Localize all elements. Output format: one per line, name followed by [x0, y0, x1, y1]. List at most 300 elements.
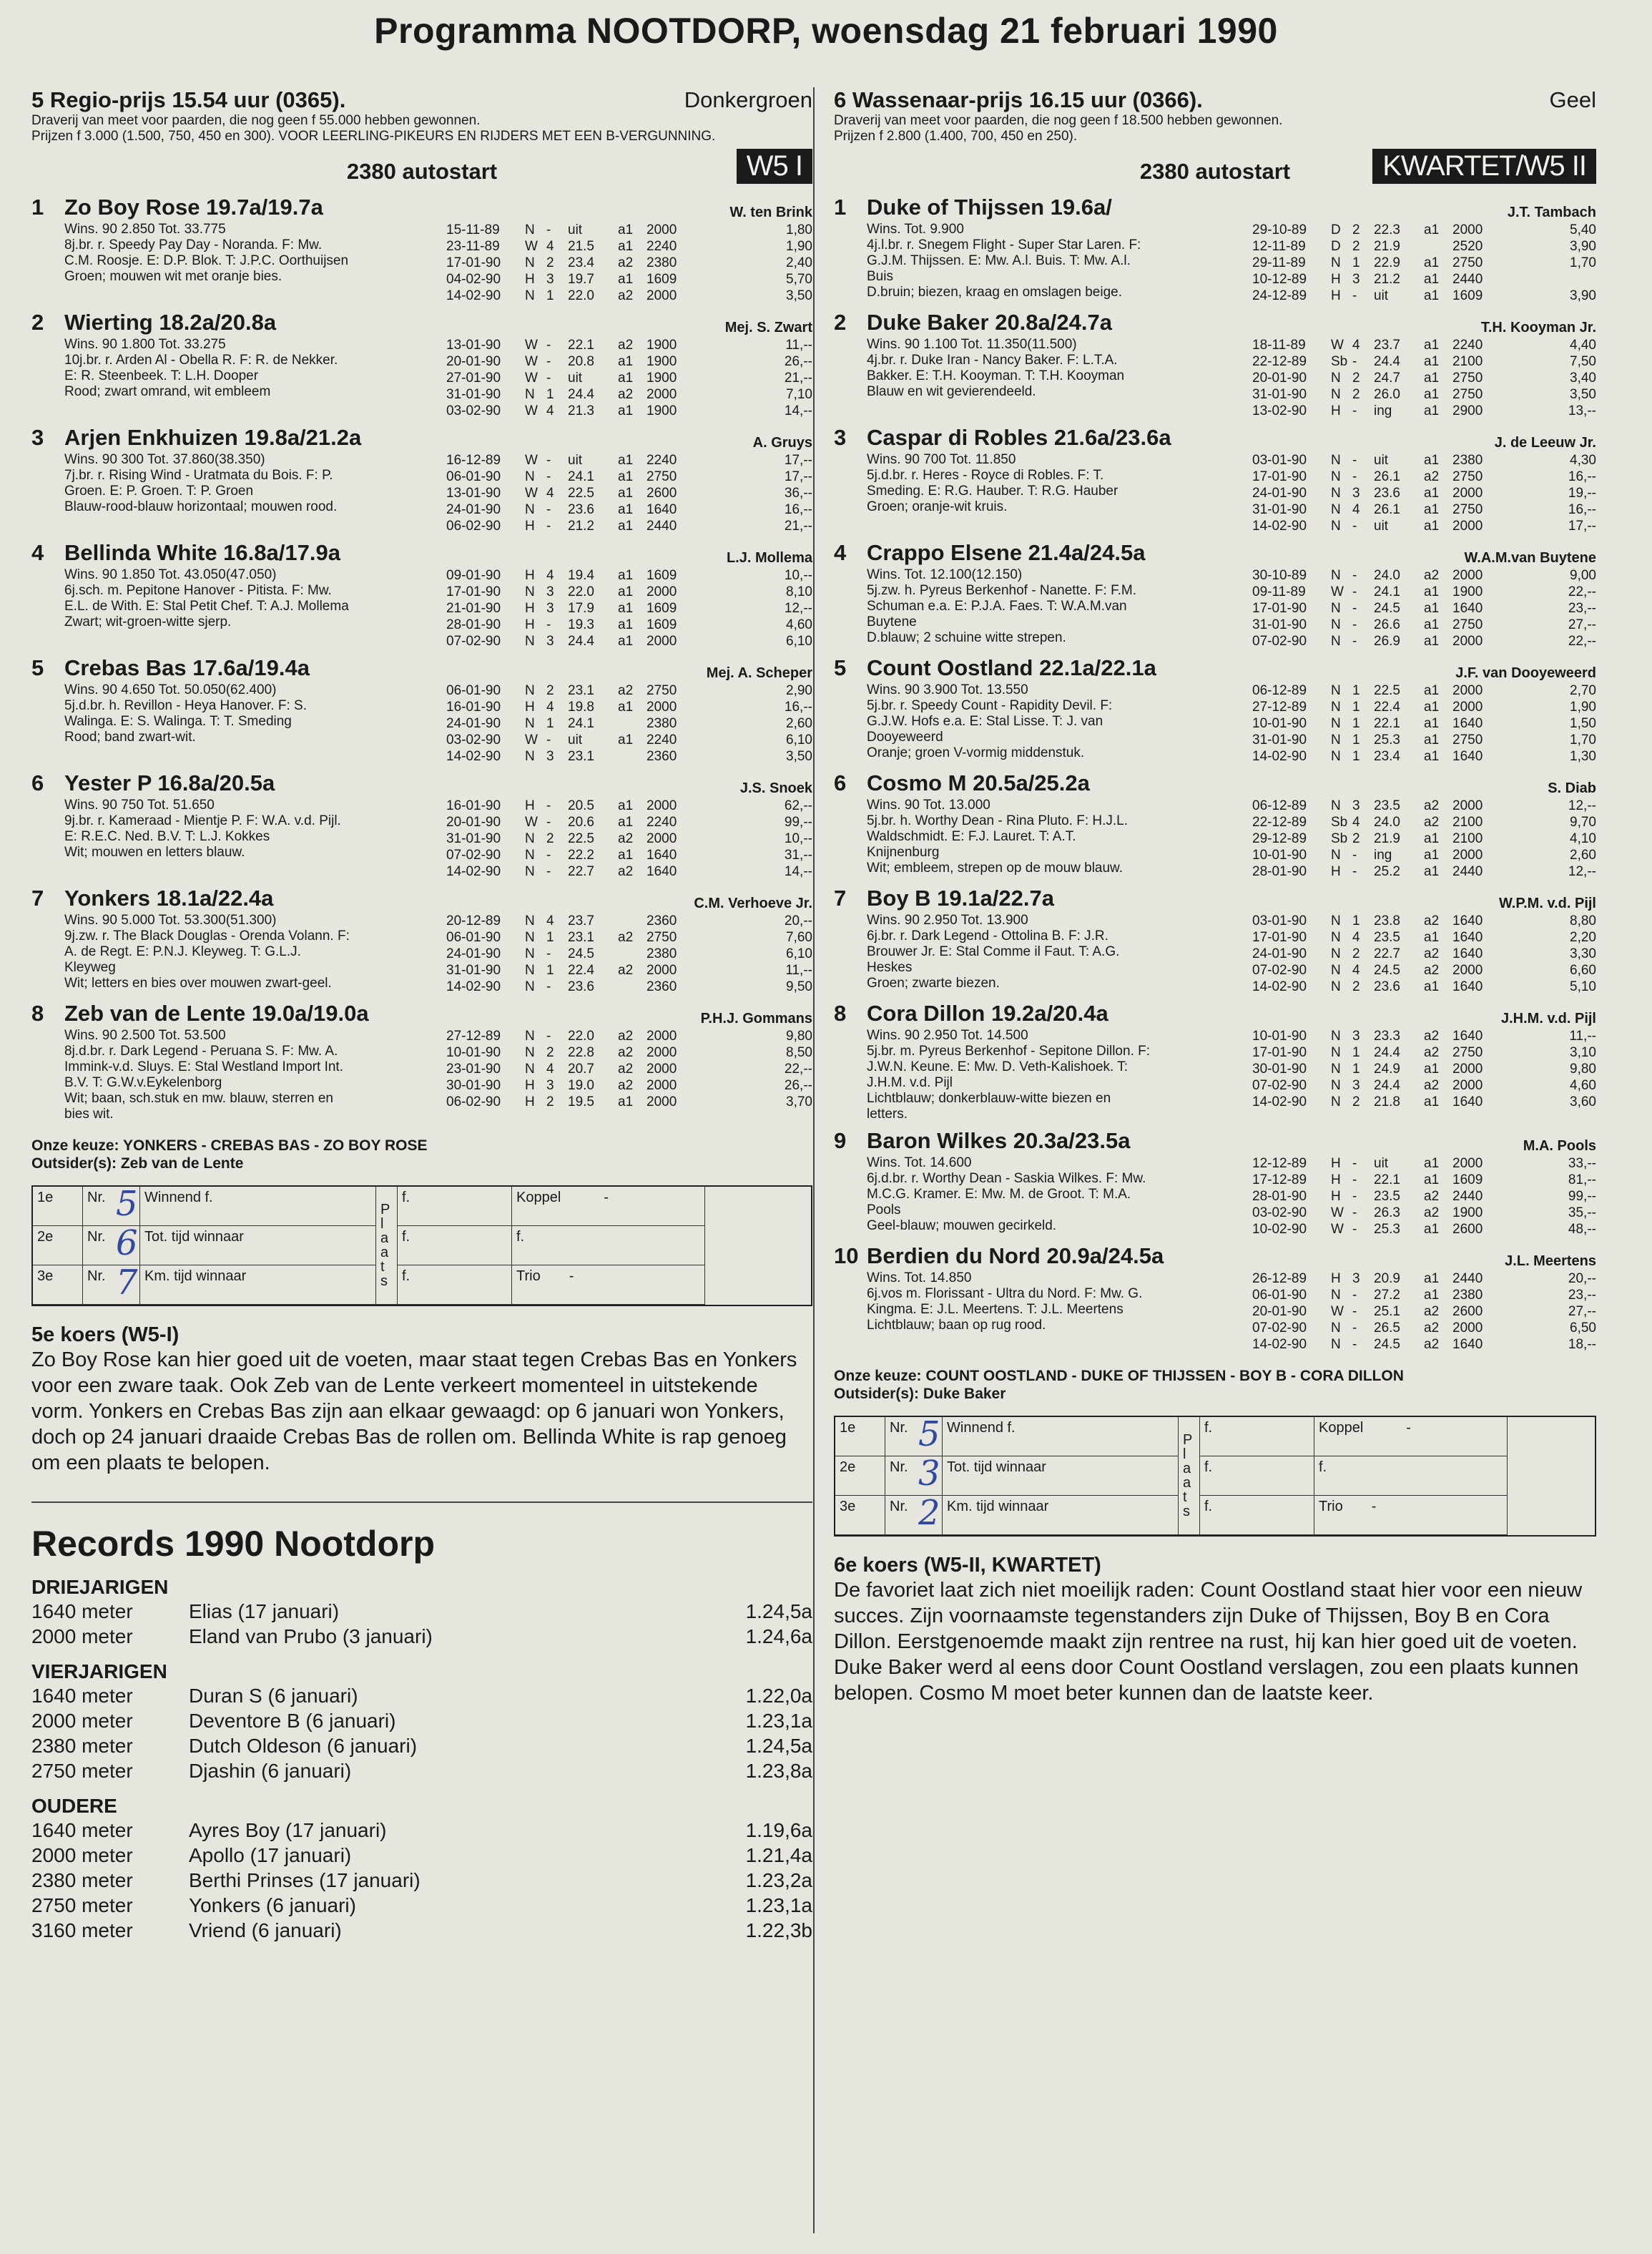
form-cell: 3 — [546, 634, 554, 649]
horse-info-line: Wit; mouwen en letters blauw. — [64, 845, 245, 860]
form-cell: 27,-- — [1568, 617, 1596, 632]
horse-info-line: Wins. 90 2.850 Tot. 33.775 — [64, 222, 226, 237]
horse-number: 2 — [834, 310, 847, 335]
form-cell: 4 — [546, 239, 554, 254]
form-cell: a2 — [1424, 815, 1440, 830]
choice-line: Onze keuze: COUNT OOSTLAND - DUKE OF THIJSSEN - BOY B - CORA DILLON — [834, 1368, 1404, 1384]
form-cell: 7,60 — [786, 930, 812, 945]
record-cell: 1.23,1a — [745, 1894, 812, 1916]
form-cell: 03-02-90 — [446, 403, 501, 418]
form-cell: 4 — [1352, 502, 1360, 517]
form-cell: 2380 — [646, 716, 677, 731]
form-cell: 14-02-90 — [446, 288, 501, 303]
grid-nr — [885, 1456, 943, 1496]
form-cell: 4 — [1352, 963, 1360, 978]
grid-extra — [512, 1265, 705, 1305]
form-cell: 06-12-89 — [1252, 683, 1307, 698]
form-cell: a1 — [1424, 617, 1440, 632]
form-cell: 13,-- — [1568, 403, 1596, 418]
form-cell: 2 — [1352, 979, 1360, 994]
race-name: 5 Regio-prijs 15.54 uur (0365). — [31, 87, 346, 112]
form-cell: 1640 — [646, 848, 677, 863]
form-cell: 24.5 — [568, 946, 594, 961]
form-cell: 1609 — [646, 617, 677, 632]
form-cell: 21.5 — [568, 239, 594, 254]
form-cell: 2750 — [646, 930, 677, 945]
form-cell: 14-02-90 — [446, 979, 501, 994]
form-cell: 13-01-90 — [446, 486, 501, 501]
form-cell: 2240 — [646, 453, 677, 468]
form-cell: 2000 — [1452, 519, 1483, 534]
form-cell: 22.5 — [568, 486, 594, 501]
form-cell: 23-11-89 — [446, 239, 500, 254]
record-cell: Duran S (6 januari) — [189, 1685, 358, 1707]
form-cell: 2,70 — [1570, 683, 1596, 698]
form-row — [1252, 863, 1596, 880]
result-grid — [834, 1416, 1596, 1537]
horse-info-line: Wins. 90 4.650 Tot. 50.050(62.400) — [64, 682, 277, 697]
form-cell: a1 — [1424, 371, 1440, 386]
form-cell: - — [1352, 1205, 1357, 1220]
form-cell: 2360 — [646, 913, 677, 928]
form-cell: 22-12-89 — [1252, 815, 1307, 830]
form-cell: - — [546, 1029, 551, 1044]
horse-trainer: M.A. Pools — [1523, 1138, 1596, 1154]
form-cell: - — [1352, 617, 1357, 632]
horse-body — [834, 913, 1596, 995]
form-cell: uit — [1374, 1156, 1389, 1171]
horse-body — [31, 798, 812, 880]
form-cell: 31,-- — [784, 848, 812, 863]
form-cell: 3 — [1352, 486, 1360, 501]
form-cell: 23.8 — [1374, 913, 1400, 928]
form-cell: 14-02-90 — [1252, 1094, 1307, 1109]
horse-info-line: Wins. Tot. 14.850 — [867, 1270, 972, 1285]
form-cell: 2000 — [1452, 1078, 1483, 1093]
form-cell: uit — [568, 371, 583, 386]
form-cell: a2 — [618, 1062, 634, 1077]
form-cell: 6,10 — [786, 634, 812, 649]
horse-body — [31, 222, 812, 304]
horse-entry — [31, 310, 812, 419]
form-cell: 22,-- — [784, 1062, 812, 1077]
form-cell: 2000 — [1452, 683, 1483, 698]
horse-entry — [834, 425, 1596, 534]
horse-name: Duke Baker 20.8a/24.7a — [867, 310, 1112, 335]
form-cell: a2 — [1424, 1304, 1440, 1319]
grid-dash: - — [604, 1190, 609, 1205]
horse-name: Zo Boy Rose 19.7a/19.7a — [64, 195, 323, 220]
form-cell: 03-01-90 — [1252, 913, 1307, 928]
form-cell: 10-01-90 — [1252, 848, 1307, 863]
form-cell: 2 — [546, 255, 554, 270]
horse-entry — [834, 886, 1596, 995]
form-cell: - — [546, 502, 551, 517]
horse-header — [31, 540, 812, 567]
form-cell: - — [546, 519, 551, 534]
form-cell: N — [525, 913, 535, 928]
horse-info-line: E.L. de With. E: Stal Petit Chef. T: A.J. Mollema — [64, 599, 349, 614]
record-cell: 1.19,6a — [745, 1819, 812, 1841]
form-cell: W — [1331, 1304, 1344, 1319]
form-cell: 22.9 — [1374, 255, 1400, 270]
form-cell: 3 — [546, 749, 554, 764]
form-cell: H — [525, 617, 535, 632]
record-row — [31, 1818, 812, 1843]
form-cell: 8,80 — [1570, 913, 1596, 928]
form-cell: a1 — [618, 568, 634, 583]
form-cell: 17.9 — [568, 601, 594, 616]
form-row — [1252, 337, 1596, 353]
form-cell: - — [546, 453, 551, 468]
form-cell: 2 — [546, 1045, 554, 1060]
grid-nr — [885, 1414, 943, 1456]
form-row — [1252, 1028, 1596, 1044]
grid-place: 2e — [835, 1456, 885, 1496]
horse-name: Crebas Bas 17.6a/19.4a — [64, 655, 310, 680]
horse-info — [834, 567, 1252, 650]
form-cell: 22.5 — [568, 831, 594, 846]
grid-nr-label: Nr. — [890, 1499, 908, 1514]
form-cell: 07-02-90 — [1252, 963, 1307, 978]
form-row — [1252, 370, 1596, 386]
form-cell: N — [1331, 1029, 1341, 1044]
form-cell: 2000 — [1452, 486, 1483, 501]
form-row — [446, 600, 812, 617]
form-cell: 2 — [1352, 239, 1360, 254]
form-cell: 19.8 — [568, 700, 594, 715]
records-title: Records 1990 Nootdorp — [31, 1524, 436, 1564]
record-cell: 1640 meter — [31, 1819, 133, 1841]
form-cell: 24.5 — [1374, 601, 1400, 616]
form-cell: 2380 — [1452, 453, 1483, 468]
horse-info-line: Wins. 90 700 Tot. 11.850 — [867, 452, 1016, 467]
horse-body — [834, 222, 1596, 304]
record-cell: Eland van Prubo (3 januari) — [189, 1625, 433, 1647]
form-cell: 3 — [546, 272, 554, 287]
form-cell: 26.1 — [1374, 469, 1400, 484]
horse-form — [446, 913, 812, 995]
horse-info-line: 5j.d.br. r. Heres - Royce di Robles. F: T. — [867, 468, 1104, 483]
form-row — [1252, 946, 1596, 962]
horse-trainer: L.J. Mollema — [726, 550, 812, 566]
form-cell: a1 — [1424, 749, 1440, 764]
form-cell: 11,-- — [785, 338, 812, 353]
horse-info-line: 7j.br. r. Rising Wind - Uratmata du Bois. F: P. — [64, 468, 333, 483]
form-cell: 1640 — [1452, 1094, 1483, 1109]
form-row — [1252, 222, 1596, 238]
form-cell: 2240 — [646, 815, 677, 830]
form-cell: 2000 — [646, 1045, 677, 1060]
form-cell: 2100 — [1452, 815, 1483, 830]
form-cell: H — [525, 601, 535, 616]
form-cell: 24.4 — [1374, 354, 1400, 369]
horse-number: 1 — [31, 195, 44, 220]
record-cell: 1640 meter — [31, 1600, 133, 1622]
form-cell: 2000 — [646, 288, 677, 303]
form-cell: 1,30 — [1570, 749, 1596, 764]
form-row — [1252, 979, 1596, 995]
form-row — [1252, 1221, 1596, 1238]
horse-number: 2 — [31, 310, 44, 335]
form-cell: 12,-- — [784, 601, 812, 616]
form-row — [446, 222, 812, 238]
record-cell: Elias (17 januari) — [189, 1600, 340, 1622]
horse-info-line: 5j.d.br. h. Revillon - Heya Hanover. F: S. — [64, 698, 307, 713]
form-cell: 3 — [1352, 272, 1360, 287]
form-cell: a1 — [1424, 1062, 1440, 1077]
horse-info-line: Dooyeweerd — [867, 730, 943, 745]
form-cell: a1 — [618, 1094, 634, 1109]
form-cell: 16,-- — [1568, 502, 1596, 517]
horse-info — [31, 913, 446, 995]
form-cell: a1 — [1424, 1222, 1440, 1237]
form-cell: 2 — [1352, 946, 1360, 961]
form-cell: - — [1352, 288, 1357, 303]
form-cell: H — [1331, 272, 1341, 287]
form-cell: 7,10 — [786, 387, 812, 402]
form-cell: 22.1 — [1374, 716, 1400, 731]
form-cell: 2600 — [1452, 1304, 1483, 1319]
form-cell: 2440 — [1452, 272, 1483, 287]
race-conditions: Draverij van meet voor paarden, die nog geen f 55.000 hebben gewonnen. — [31, 113, 481, 128]
form-cell: a1 — [1424, 979, 1440, 994]
race-color: Donkergroen — [684, 87, 812, 112]
form-cell: 5,40 — [1570, 222, 1596, 237]
form-cell: 2 — [1352, 1094, 1360, 1109]
horse-info-line: Walinga. E: S. Walinga. T: T. Smeding — [64, 714, 292, 729]
form-cell: 2750 — [1452, 1045, 1483, 1060]
record-cell: 2000 meter — [31, 1710, 133, 1732]
form-cell: N — [1331, 749, 1341, 764]
horse-number: 1 — [834, 195, 847, 220]
grid-f: f. — [398, 1187, 512, 1226]
horse-header — [31, 770, 812, 798]
race-color: Geel — [1549, 87, 1596, 112]
form-cell: N — [1331, 798, 1341, 813]
form-cell: a2 — [1424, 963, 1440, 978]
record-cell: 2750 meter — [31, 1760, 133, 1782]
horse-info-line: B.V. T: G.W.v.Eykelenborg — [64, 1075, 222, 1090]
form-cell: 23,-- — [1568, 601, 1596, 616]
form-cell: 2000 — [646, 1062, 677, 1077]
form-cell: 21-01-90 — [446, 601, 501, 616]
form-cell: 24.4 — [568, 387, 594, 402]
horse-info-line: Rood; band zwart-wit. — [64, 730, 196, 745]
form-cell: 99,-- — [1568, 1189, 1596, 1204]
form-cell: N — [525, 979, 535, 994]
form-cell: a2 — [1424, 913, 1440, 928]
form-cell: 24.4 — [1374, 1045, 1400, 1060]
form-cell: a1 — [1424, 1288, 1440, 1303]
form-cell: 1640 — [1452, 913, 1483, 928]
form-row — [446, 271, 812, 288]
form-cell: N — [525, 255, 535, 270]
horse-trainer: J.H.M. v.d. Pijl — [1501, 1011, 1596, 1026]
form-cell: 1 — [1352, 749, 1360, 764]
form-cell: 21,-- — [784, 519, 812, 534]
grid-dash: - — [1406, 1420, 1411, 1436]
form-cell: N — [1331, 700, 1341, 715]
horse-body — [834, 1155, 1596, 1238]
form-cell: N — [525, 683, 535, 698]
form-cell: 8,10 — [786, 584, 812, 599]
form-cell: 1 — [1352, 913, 1360, 928]
form-cell: 26.0 — [1374, 387, 1400, 402]
grid-place: 1e — [33, 1187, 83, 1226]
form-cell: 27-12-89 — [446, 1029, 501, 1044]
form-cell: a1 — [1424, 1156, 1440, 1171]
horse-header — [834, 886, 1596, 913]
form-row — [1252, 403, 1596, 419]
form-row — [446, 814, 812, 830]
horse-body — [834, 1028, 1596, 1122]
horse-form — [446, 452, 812, 534]
horse-info — [31, 798, 446, 880]
form-cell: a1 — [1424, 700, 1440, 715]
form-cell: 28-01-90 — [1252, 1189, 1307, 1204]
form-cell: H — [1331, 1271, 1341, 1286]
grid-extra — [1314, 1496, 1508, 1535]
grid-label: Winnend f. — [943, 1417, 1179, 1456]
form-cell: 3 — [1352, 798, 1360, 813]
form-cell: 1640 — [1452, 946, 1483, 961]
form-row — [1252, 830, 1596, 847]
form-cell: 81,-- — [1568, 1172, 1596, 1187]
form-cell: 24.9 — [1374, 1062, 1400, 1077]
form-cell: 23.1 — [568, 930, 594, 945]
form-cell: 24.7 — [1374, 371, 1400, 386]
horse-info-line: Groen; zwarte biezen. — [867, 976, 1000, 991]
form-cell: 1,90 — [786, 239, 812, 254]
form-cell: N — [1331, 1288, 1341, 1303]
form-cell: 21.2 — [1374, 272, 1400, 287]
form-cell: 11,-- — [785, 963, 812, 978]
horse-body — [834, 682, 1596, 765]
horse-info-line: Wit; embleem, strepen op de mouw blauw. — [867, 861, 1124, 876]
horse-form — [446, 1028, 812, 1122]
horse-trainer: J.F. van Dooyeweerd — [1455, 665, 1596, 681]
our-choice — [834, 1367, 1596, 1403]
form-cell: N — [525, 848, 535, 863]
form-cell: 24.1 — [568, 469, 594, 484]
records-group: VIERJARIGEN — [31, 1660, 167, 1682]
horse-number: 5 — [834, 655, 847, 680]
distance-row — [31, 149, 812, 189]
horse-info-line: 10j.br. r. Arden Al - Obella R. F: R. de Nekker. — [64, 353, 338, 368]
form-cell: 1609 — [646, 272, 677, 287]
horse-form — [446, 682, 812, 765]
race-prizes: Prijzen f 3.000 (1.500, 750, 450 en 300). VOOR LEERLING-PIKEURS EN RIJDERS MET EEN B-VERGUNNING. — [31, 129, 716, 144]
form-cell: 4 — [546, 1062, 554, 1077]
form-cell: 17-01-90 — [1252, 601, 1307, 616]
horse-info-line: Wit; baan, sch.stuk en mw. blauw, sterren en — [64, 1091, 333, 1106]
form-cell: 2,40 — [786, 255, 812, 270]
form-cell: 2600 — [1452, 1222, 1483, 1237]
form-cell: 2000 — [1452, 1320, 1483, 1336]
form-cell: uit — [1374, 288, 1389, 303]
form-cell: a2 — [1424, 798, 1440, 813]
form-cell: 2100 — [1452, 354, 1483, 369]
form-cell: 2380 — [646, 946, 677, 961]
horse-header — [31, 425, 812, 452]
form-cell: 4 — [546, 568, 554, 583]
horse-info-line: 6j.vos m. Florissant - Ultra du Nord. F: Mw. G. — [867, 1286, 1143, 1301]
form-cell: - — [546, 354, 551, 369]
form-cell: 1 — [1352, 732, 1360, 748]
form-cell: 20.7 — [568, 1062, 594, 1077]
horse-number: 7 — [31, 886, 44, 911]
outsider-line: Outsider(s): Zeb van de Lente — [31, 1155, 244, 1172]
form-row — [1252, 1336, 1596, 1353]
horse-info-line: Wins. 90 1.850 Tot. 43.050(47.050) — [64, 567, 277, 582]
form-cell: 16-01-90 — [446, 798, 501, 813]
record-cell: 1.22,3b — [745, 1919, 812, 1941]
form-cell: 14-02-90 — [1252, 979, 1307, 994]
horse-info-line: J.H.M. v.d. Pijl — [867, 1075, 953, 1090]
form-cell: 12-12-89 — [1252, 1156, 1307, 1171]
record-row — [31, 1843, 812, 1868]
form-cell: 48,-- — [1568, 1222, 1596, 1237]
form-row — [1252, 847, 1596, 863]
form-row — [446, 485, 812, 501]
form-cell: a1 — [618, 354, 634, 369]
form-row — [446, 403, 812, 419]
form-cell: 24-01-90 — [1252, 946, 1307, 961]
grid-nr — [83, 1265, 140, 1305]
form-cell: - — [546, 617, 551, 632]
form-cell: 2 — [546, 1094, 554, 1109]
form-cell: 2,60 — [1570, 848, 1596, 863]
horse-info-line: Pools — [867, 1202, 901, 1217]
form-cell: 03-02-90 — [1252, 1205, 1307, 1220]
record-cell: 1.21,4a — [745, 1844, 812, 1866]
form-cell: 2,60 — [786, 716, 812, 731]
form-row — [446, 1061, 812, 1077]
form-cell: N — [525, 1045, 535, 1060]
horse-info-line: Wins. 90 3.900 Tot. 13.550 — [867, 682, 1028, 697]
form-cell: 22.7 — [1374, 946, 1400, 961]
form-cell: a1 — [618, 371, 634, 386]
form-cell: 3,90 — [1570, 239, 1596, 254]
horse-info-line: Bakker. E: T.H. Kooyman. T: T.H. Kooyman — [867, 368, 1125, 383]
form-cell: 1 — [1352, 1062, 1360, 1077]
form-cell: D — [1331, 239, 1341, 254]
form-row — [446, 255, 812, 271]
form-cell: 10-12-89 — [1252, 272, 1307, 287]
horse-header — [834, 195, 1596, 222]
record-row — [31, 1708, 812, 1733]
grid-place: 3e — [835, 1496, 885, 1535]
record-cell: Yonkers (6 januari) — [189, 1894, 356, 1916]
records-group: OUDERE — [31, 1795, 117, 1817]
form-row — [1252, 1303, 1596, 1320]
form-cell: a1 — [1424, 716, 1440, 731]
horse-header — [834, 425, 1596, 452]
horse-info-line: G.J.M. Thijssen. E: Mw. A.l. Buis. T: Mw. A.l. — [867, 253, 1131, 268]
grid-dash: - — [1371, 1499, 1377, 1514]
race-conditions: Draverij van meet voor paarden, die nog geen f 18.500 hebben gewonnen. — [834, 113, 1283, 128]
form-cell: 10-02-90 — [1252, 1222, 1307, 1237]
form-cell: a1 — [618, 222, 634, 237]
form-cell: a1 — [618, 486, 634, 501]
record-row — [31, 1918, 812, 1943]
form-cell: a2 — [618, 1078, 634, 1093]
form-cell: a2 — [618, 387, 634, 402]
form-cell: 99,-- — [784, 815, 812, 830]
form-row — [446, 748, 812, 765]
form-cell: N — [1331, 568, 1341, 583]
